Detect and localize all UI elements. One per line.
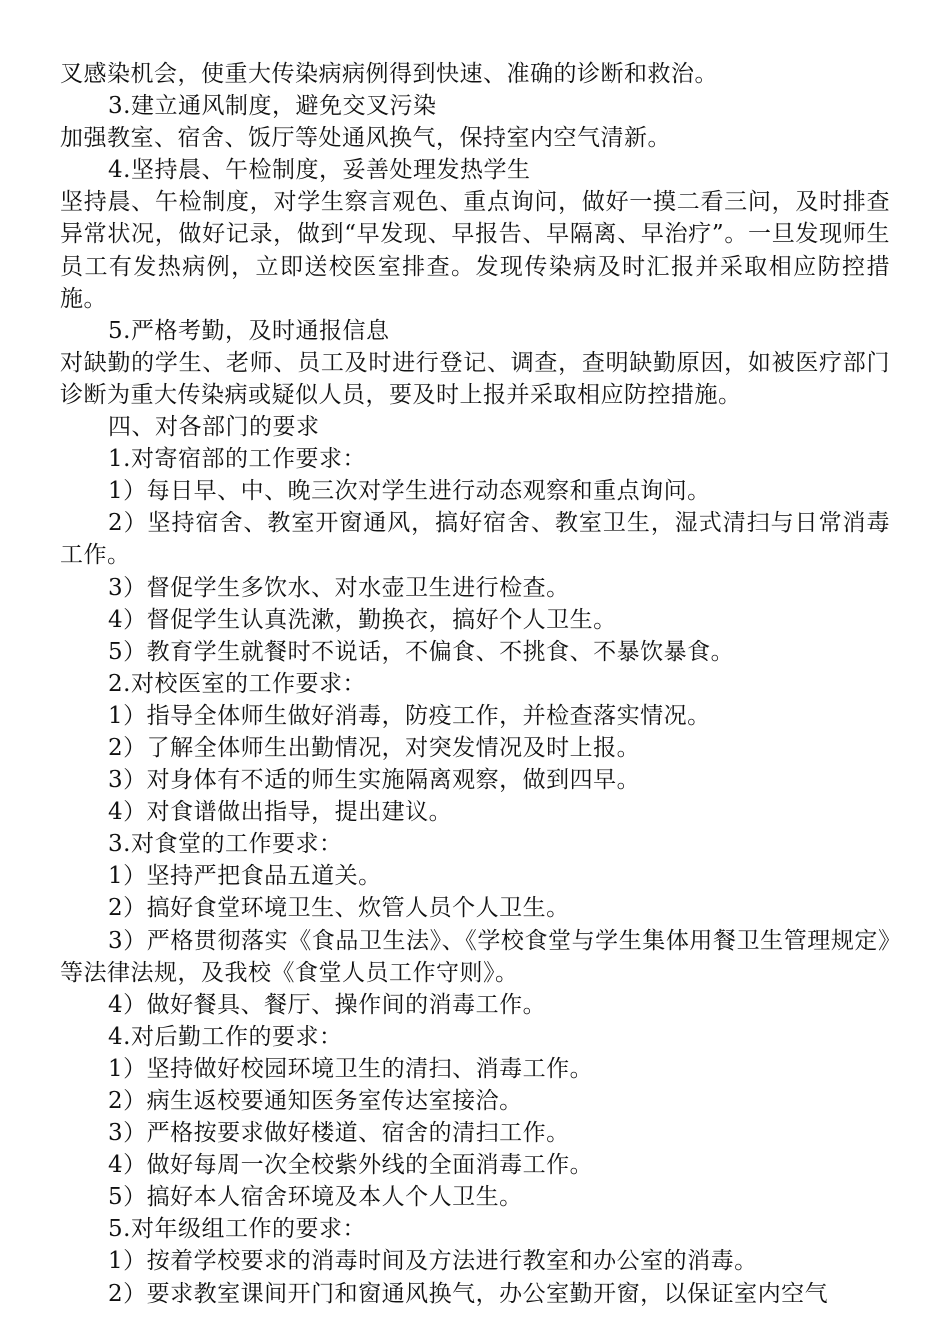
chapter-heading: 四、对各部门的要求 bbox=[108, 414, 320, 441]
list-item: 1）按着学校要求的消毒时间及方法进行教室和办公室的消毒。 bbox=[108, 1248, 758, 1275]
list-item: 4）做好餐具、餐厅、操作间的消毒工作。 bbox=[108, 991, 547, 1018]
section-heading: 4.坚持晨、午检制度，妥善处理发热学生 bbox=[108, 157, 531, 184]
subsection-heading: 5.对年级组工作的要求： bbox=[108, 1216, 366, 1243]
subsection-heading: 1.对寄宿部的工作要求： bbox=[108, 446, 366, 473]
list-item: 3）严格按要求做好楼道、宿舍的清扫工作。 bbox=[108, 1120, 570, 1147]
list-item: 3）督促学生多饮水、对水壶卫生进行检查。 bbox=[108, 574, 570, 601]
paragraph: 对缺勤的学生、老师、员工及时进行登记、调查，查明缺勤原因，如被医疗部门诊断为重大传染病或疑似人员，要及时上报并采取相应防控措施。 bbox=[60, 349, 890, 408]
list-item: 5）教育学生就餐时不说话，不偏食、不挑食、不暴饮暴食。 bbox=[108, 638, 735, 665]
paragraph: 加强教室、宿舍、饭厅等处通风换气，保持室内空气清新。 bbox=[60, 125, 671, 152]
paragraph: 叉感染机会，使重大传染病病例得到快速、准确的诊断和救治。 bbox=[60, 61, 718, 87]
list-item: 2）了解全体师生出勤情况，对突发情况及时上报。 bbox=[108, 734, 641, 761]
section-heading: 3.建立通风制度，避免交叉污染 bbox=[108, 93, 437, 120]
paragraph: 坚持晨、午检制度，对学生察言观色、重点询问，做好一摸二看三问，及时排查异常状况，做好记录，做到“早发现、早报告、早隔离、早治疗”。一旦发现师生员工有发热病例，立即送校医室排查。发现传染病及时汇报并采取相应防控措施。 bbox=[60, 189, 890, 312]
subsection-heading: 2.对校医室的工作要求： bbox=[108, 670, 366, 697]
list-item: 2）要求教室课间开门和窗通风换气，办公室勤开窗，以保证室内空气 bbox=[108, 1280, 829, 1307]
subsection-heading: 4.对后勤工作的要求： bbox=[108, 1023, 343, 1050]
list-item: 1）坚持做好校园环境卫生的清扫、消毒工作。 bbox=[108, 1055, 594, 1082]
list-item: 2）搞好食堂环境卫生、炊管人员个人卫生。 bbox=[108, 895, 570, 922]
list-item: 3）对身体有不适的师生实施隔离观察，做到四早。 bbox=[108, 767, 641, 794]
list-item: 1）坚持严把食品五道关。 bbox=[108, 863, 382, 890]
list-item: 2）病生返校要通知医务室传达室接洽。 bbox=[108, 1088, 523, 1114]
document-page bbox=[60, 58, 890, 1310]
subsection-heading: 3.对食堂的工作要求： bbox=[108, 831, 343, 858]
list-item: 2）坚持宿舍、教室开窗通风，搞好宿舍、教室卫生，湿式清扫与日常消毒工作。 bbox=[60, 510, 890, 569]
list-item: 3）严格贯彻落实《食品卫生法》、《学校食堂与学生集体用餐卫生管理规定》等法律法规，及我校《食堂人员工作守则》。 bbox=[60, 927, 890, 986]
list-item: 5）搞好本人宿舍环境及本人个人卫生。 bbox=[108, 1184, 523, 1211]
section-heading: 5.严格考勤，及时通报信息 bbox=[108, 317, 390, 344]
list-item: 1）指导全体师生做好消毒，防疫工作，并检查落实情况。 bbox=[108, 702, 711, 729]
list-item: 4）督促学生认真洗漱，勤换衣，搞好个人卫生。 bbox=[108, 606, 617, 633]
list-item: 1）每日早、中、晚三次对学生进行动态观察和重点询问。 bbox=[108, 478, 711, 505]
list-item: 4）对食谱做出指导，提出建议。 bbox=[108, 799, 453, 826]
list-item: 4）做好每周一次全校紫外线的全面消毒工作。 bbox=[108, 1152, 594, 1179]
